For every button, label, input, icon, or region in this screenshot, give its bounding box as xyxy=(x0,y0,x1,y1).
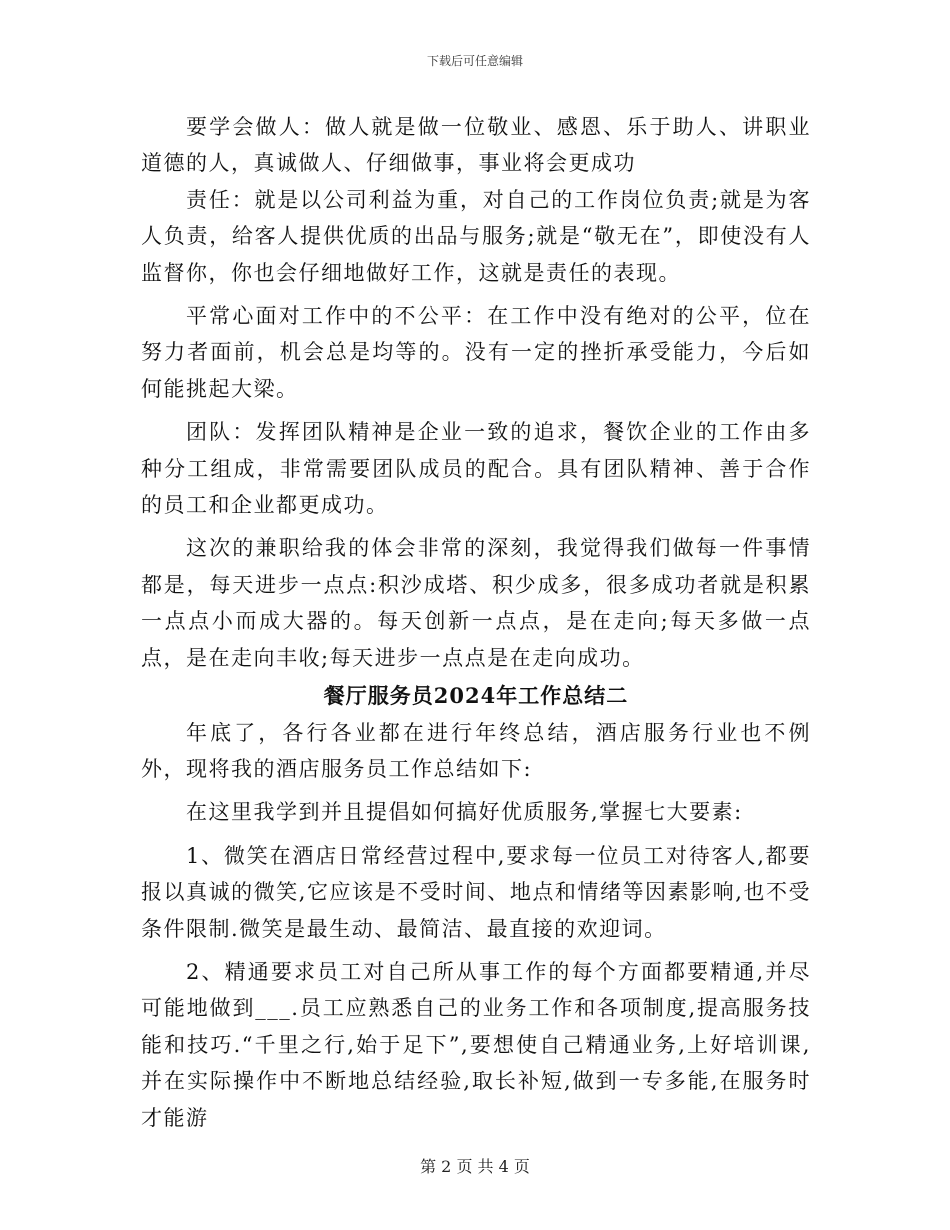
document-body xyxy=(141,109,811,1136)
paragraph-be-a-good-person: 要学会做人：做人就是做一位敬业、感恩、乐于助人、讲职业道德的人，真诚做人、仔细做事，事业将会更成功 xyxy=(141,115,811,176)
paragraph-proficiency: 2、精通要求员工对自己所从事工作的每个方面都要精通,并尽可能地做到___.员工应熟悉自己的业务工作和各项制度,提高服务技能和技巧.“千里之行,始于足下”,要想使自己精通业务,上好培训课,并在实际操作中不断地总结经验,取长补短,做到一专多能,在服务时才能游 xyxy=(141,959,811,1130)
paragraph-experience: 这次的兼职给我的体会非常的深刻，我觉得我们做每一件事情都是，每天进步一点点:积沙成塔、积少成多，很多成功者就是积累一点点小而成大器的。每天创新一点点，是在走向;每天多做一点点，是在走向丰收;每天进步一点点是在走向成功。 xyxy=(141,536,811,670)
paragraph-year-end: 年底了，各行各业都在进行年终总结，酒店服务行业也不例外，现将我的酒店服务员工作总结如下: xyxy=(141,720,811,781)
section-title: 餐厅服务员2024年工作总结二 xyxy=(323,683,629,709)
paragraph-responsibility: 责任：就是以公司利益为重，对自己的工作岗位负责;就是为客人负责，给客人提供优质的出品与服务;就是“敬无在”，即使没有人监督你，你也会仔细地做好工作，这就是责任的表现。 xyxy=(141,187,811,285)
paragraph-team: 团队：发挥团队精神是企业一致的追求，餐饮企业的工作由多种分工组成，非常需要团队成员的配合。具有团队精神、善于合作的员工和企业都更成功。 xyxy=(141,420,811,518)
paragraph-smile: 1、微笑在酒店日常经营过程中,要求每一位员工对待客人,都要报以真诚的微笑,它应该是不受时间、地点和情绪等因素影响,也不受条件限制.微笑是最生动、最简洁、最直接的欢迎词。 xyxy=(141,843,811,941)
paragraph-seven-elements: 在这里我学到并且提倡如何搞好优质服务,掌握七大要素: xyxy=(186,800,743,825)
page-footer: 第 2 页 共 4 页 xyxy=(420,1157,530,1176)
page-header: 下载后可任意编辑 xyxy=(426,54,523,68)
paragraph-unfairness: 平常心面对工作中的不公平：在工作中没有绝对的公平，位在努力者面前，机会总是均等的。没有一定的挫折承受能力，今后如何能挑起大梁。 xyxy=(141,304,811,401)
